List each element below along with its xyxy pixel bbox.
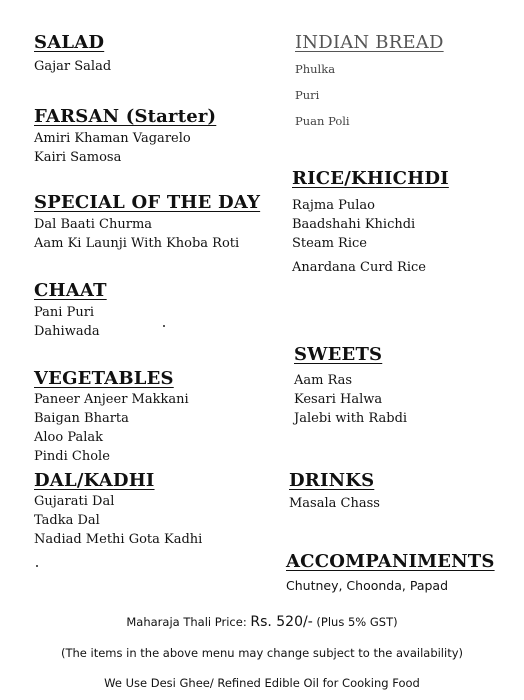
price-value: Rs. 520/- [250,614,313,630]
menu-item: Gujarati Dal [34,494,115,509]
menu-item: Steam Rice [292,236,367,251]
section-heading: CHAAT [34,280,107,301]
menu-item: Masala Chass [289,496,380,511]
menu-item: Puan Poli [295,114,350,128]
section-dal-kadhi [34,470,202,549]
speck-mark [36,565,38,567]
section-rice-khichdi [292,168,449,277]
price-line [0,614,524,630]
menu-item: Amiri Khaman Vagarelo [34,131,191,146]
section-drinks [289,470,380,513]
menu-item: Aam Ki Launji With Khoba Roti [34,236,240,251]
section-heading: INDIAN BREAD [295,32,444,53]
section-heading: DRINKS [289,470,375,491]
menu-item: Chutney, Choonda, Papad [286,578,449,593]
section-salad [34,32,111,76]
menu-item: Paneer Anjeer Makkani [34,392,189,407]
section-accompaniments [286,551,495,595]
menu-item: Baigan Bharta [34,411,129,426]
menu-item: Pani Puri [34,305,95,320]
availability-note: (The items in the above menu may change subject to the availability) [60,646,464,660]
section-chaat [34,280,107,341]
section-special-of-the-day [34,192,260,253]
price-tax: (Plus 5% GST) [316,615,398,629]
menu-item: Gajar Salad [34,59,112,74]
section-heading: FARSAN (Starter) [34,106,217,127]
section-sweets [294,344,407,428]
menu-item: Nadiad Methi Gota Kadhi [34,532,203,547]
menu-item: Puri [295,88,320,102]
menu-item: Dahiwada [34,324,100,339]
section-heading: VEGETABLES [34,368,174,389]
section-heading: ACCOMPANIMENTS [286,551,495,572]
section-farsan [34,106,216,167]
menu-item: Baadshahi Khichdi [292,217,416,232]
section-heading: RICE/KHICHDI [292,168,449,189]
menu-item: Phulka [295,62,336,76]
section-heading: SPECIAL OF THE DAY [34,192,261,213]
section-heading: SWEETS [294,344,383,365]
menu-item: Kairi Samosa [34,150,122,165]
menu-item: Anardana Curd Rice [292,260,426,275]
speck-mark [163,325,165,327]
menu-item: Pindi Chole [34,449,110,464]
menu-item: Jalebi with Rabdi [294,411,408,426]
menu-item: Kesari Halwa [294,392,383,407]
menu-item: Tadka Dal [34,513,100,528]
menu-item: Rajma Pulao [292,198,375,213]
menu-item: Aloo Palak [34,430,104,445]
menu-item: Aam Ras [294,373,353,388]
section-heading: SALAD [34,32,105,53]
menu-item: Dal Baati Churma [34,217,153,232]
section-indian-bread [295,32,444,131]
section-vegetables [34,368,189,466]
price-label: Maharaja Thali Price: [126,615,247,629]
section-heading: DAL/KADHI [34,470,155,491]
oil-note: We Use Desi Ghee/ Refined Edible Oil for Cooking Food [104,676,420,690]
